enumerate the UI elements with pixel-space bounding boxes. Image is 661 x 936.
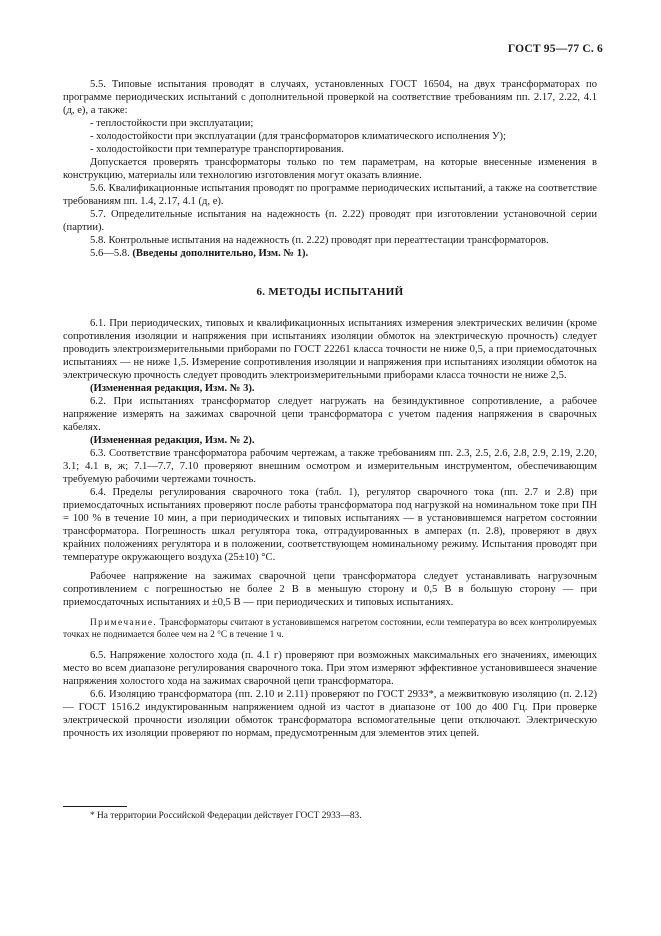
paragraph-6-6: 6.6. Изоляцию трансформатора (пп. 2.10 и 2.11) проверяют по ГОСТ 2933*, а межвитковую изоляцию (п. 2.12) — ГОСТ 1516.2 индуктированным напряжением одной из частот в диапазоне от 100 до 400 Гц. При проверке электрической прочности изоляции обмоток трансформатора вспомогательные цепи отключают. Электрическую прочность их изоляции проверяют по нормам, предусмотренным для элементов этих цепей. <box>63 689 597 739</box>
amendment-text: (Введены дополнительно, Изм. № 1). <box>132 248 309 259</box>
list-item: - холодостойкости при температуре транспортирования. <box>90 144 344 155</box>
paragraph-5-8: 5.8. Контрольные испытания на надежность (п. 2.22) проводят при переаттестации трансформаторов. <box>90 235 549 246</box>
revision-note: (Измененная редакция, Изм. № 3). <box>90 383 255 394</box>
page-header: ГОСТ 95—77 С. 6 <box>507 43 603 55</box>
amendment-prefix: 5.6—5.8. <box>90 248 133 259</box>
note-label: Примечание. <box>90 618 158 628</box>
paragraph-6-1: 6.1. При периодических, типовых и квалификационных испытаниях измерения электрических величин (кроме сопротивления изоляции и напряжения при испытаниях изоляции обмоток на электрическую прочность) следует проводить электроизмерительными приборами по ГОСТ 22261 класса точности не ниже 0,5, а при приемосдаточных испытаниях — не ниже 1,5. Измерение сопротивления изоляции и напряжения при испытаниях изоляции обмоток на электрическую прочность следует проводить электроизмерительными приборами класса точности не ниже 2,5. <box>63 318 597 381</box>
revision-note: (Измененная редакция, Изм. № 2). <box>90 435 255 446</box>
paragraph-6-4: 6.4. Пределы регулирования сварочного тока (табл. 1), регулятор сварочного тока (пп. 2.7 и 2.8) при приемосдаточных испытаниях проверяют после работы трансформатора под нагрузкой на номинальном токе при ПН = 100 % в течение 10 мин, а при периодических и типовых испытаниях — в установившемся нагретом состоянии трансформатора. Погрешность шкал регулятора тока, отградуированных в амперах (п. 2.8), проверяют в двух крайних положениях регулятора и в положении, соответствующем номинальному режиму. Испытания проводят при температуре окружающего воздуха (25±10) °С. <box>63 487 597 563</box>
paragraph-6-3: 6.3. Соответствие трансформатора рабочим чертежам, а также требованиям пп. 2.3, 2.5, 2.6, 2.8, 2.9, 2.19, 2.20, 3.1; 4.1 в, ж; 7.1—7.7, 7.10 проверяют внешним осмотром и измерительным инструментом, обеспечивающим требуемую рабочими чертежами точность. <box>63 448 597 485</box>
list-item: - холодостойкости при эксплуатации (для трансформаторов климатического исполнения У); <box>90 131 506 142</box>
note <box>63 617 597 641</box>
amendment-5-6-5-8 <box>63 247 597 260</box>
footnote-divider <box>63 806 127 807</box>
paragraph-5-7: 5.7. Определительные испытания на надежность (п. 2.22) проводят при изготовлении установочной серии (партии). <box>63 209 597 233</box>
list-item: - теплостойкости при эксплуатации; <box>90 118 254 129</box>
paragraph-5-6: 5.6. Квалификационные испытания проводят по программе периодических испытаний, а также на соответствие требованиям пп. 1.4, 2.17, 4.1 (д, е). <box>63 183 597 207</box>
paragraph-5-5-note: Допускается проверять трансформаторы только по тем параметрам, на которые внесенные изменения в конструкцию, материалы или технологию изготовления могут оказать влияние. <box>63 157 597 181</box>
section-6-title: 6. МЕТОДЫ ИСПЫТАНИЙ <box>256 286 404 298</box>
document-body <box>63 78 597 740</box>
footnote: * На территории Российской Федерации действует ГОСТ 2933—83. <box>90 811 362 821</box>
paragraph-5-5: 5.5. Типовые испытания проводят в случаях, установленных ГОСТ 16504, на двух трансформаторах по программе периодических испытаний с дополнительной проверкой на соответствие требованиям пп. 2.17, 2.22, 4.1 (д, е), а также: <box>63 79 597 116</box>
paragraph-6-2: 6.2. При испытаниях трансформатор следует нагружать на безиндуктивное сопротивление, а рабочее напряжение измерять на зажимах сварочной цепи трансформатора с учетом падения напряжения в сварочных кабелях. <box>63 396 597 433</box>
note-text: Трансформаторы считают в установившемся нагретом состоянии, если температура во всех контролируемых точках не поднимается более чем на 2 °С в течение 1 ч. <box>63 618 597 640</box>
paragraph-6-5: 6.5. Напряжение холостого хода (п. 4.1 г) проверяют при возможных максимальных его значениях, имеющих место во всем диапазоне регулирования сварочного тока. При этом измеряют эффективное установившееся значение напряжения холостого хода на зажимах сварочной цепи трансформатора. <box>63 650 597 687</box>
paragraph-6-4-voltage: Рабочее напряжение на зажимах сварочной цепи трансформатора следует устанавливать нагрузочным сопротивлением с погрешностью не более 2 В в меньшую сторону и 0,5 В в большую сторону — при приемосдаточных испытаниях и ±0,5 В — при периодических и типовых испытаниях. <box>63 571 597 608</box>
